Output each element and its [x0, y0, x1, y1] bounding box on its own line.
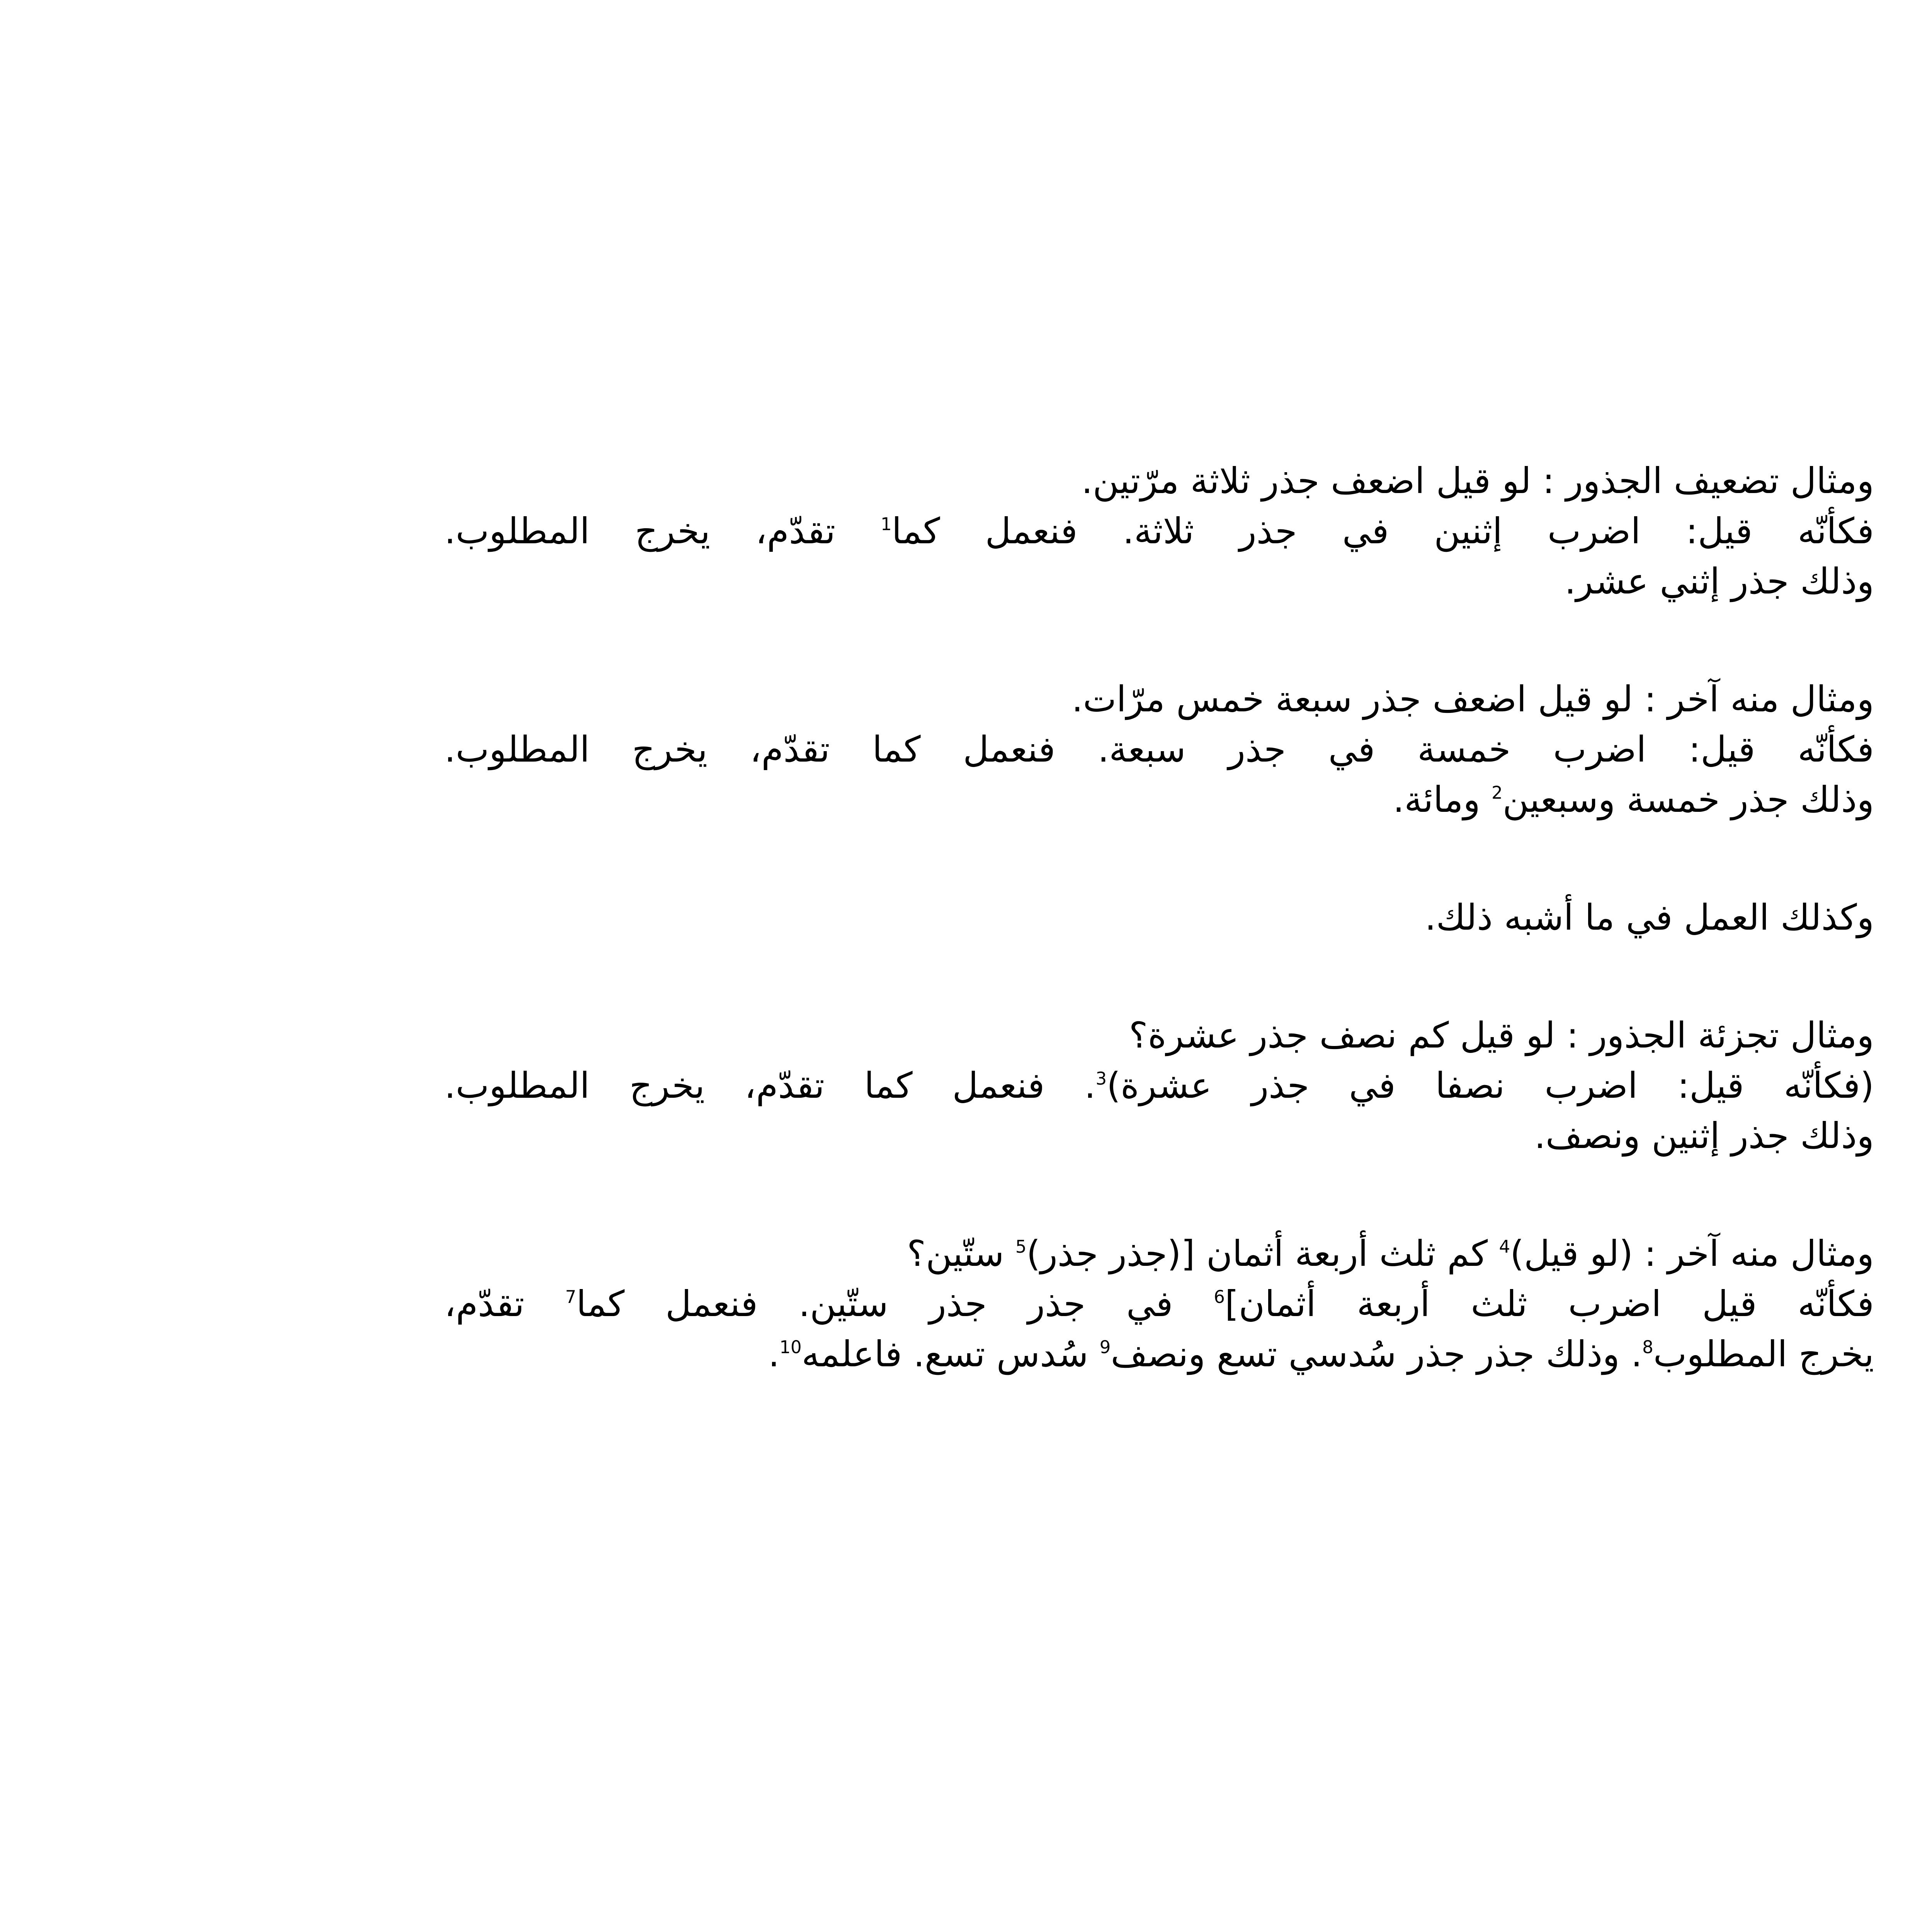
footnote-ref[interactable]: 5: [1015, 1236, 1027, 1257]
footnote-ref[interactable]: 1: [881, 514, 892, 534]
text-line: وكذلك العمل في ما أشبه ذلك.: [1425, 897, 1874, 938]
text-line: (فكأنّه قيل: اضرب نصفا في جذر عشرة)$^3$. فنعمل كما تقدّم، يخرج المطلوب.: [444, 1065, 1874, 1106]
footnote-ref[interactable]: 2: [1492, 782, 1503, 803]
text-line: ومثال تجزئة الجذور : لو قيل كم نصف جذر عشرة؟: [1129, 1015, 1874, 1056]
footnote-ref[interactable]: 8: [1642, 1337, 1653, 1357]
paragraph-3: [444, 893, 1874, 943]
footnote-ref[interactable]: 4: [1499, 1236, 1510, 1257]
paragraph-5: [444, 1229, 1874, 1379]
text-line: وذلك جذر إثنين ونصف.: [1534, 1115, 1874, 1156]
text-line: فكأنّه قيل: اضرب خمسة في جذر سبعة. فنعمل كما تقدّم، يخرج المطلوب.: [444, 729, 1874, 770]
paragraph-1: [444, 456, 1874, 607]
footnote-ref[interactable]: 9: [1099, 1337, 1111, 1357]
text-line: وذلك جذر خمسة وسبعين$^2$ ومائة.: [1393, 779, 1874, 820]
main-text: [444, 456, 1874, 1447]
paragraph-4: [444, 1010, 1874, 1161]
footnote-ref[interactable]: 6: [1214, 1287, 1225, 1307]
text-line: فكأنّه قيل اضرب ثلث أربعة أثمان]$^6$ في جذر جذر ستّين. فنعمل كما$^7$ تقدّم،: [444, 1283, 1874, 1325]
paragraph-2: [444, 674, 1874, 825]
text-line: وذلك جذر إثني عشر.: [1565, 561, 1874, 602]
text-line: ومثال تضعيف الجذور : لو قيل اضعف جذر ثلاثة مرّتين.: [1081, 460, 1874, 502]
footnote-ref[interactable]: 3: [1095, 1068, 1107, 1089]
text-line: ومثال منه آخر : (لو قيل)$^4$ كم ثلث أربعة أثمان [(جذر جذر)$^5$ ستّين؟: [907, 1233, 1874, 1274]
text-line: يخرج المطلوب$^8$. وذلك جذر جذر سُدسي تسع ونصف$^9$ سُدس تسع. فاعلمه$^{10}$.: [768, 1333, 1874, 1375]
text-line: ومثال منه آخر : لو قيل اضعف جذر سبعة خمس مرّات.: [1071, 679, 1874, 720]
text-line: فكأنّه قيل: اضرب إثنين في جذر ثلاثة. فنعمل كما$^1$ تقدّم، يخرج المطلوب.: [444, 510, 1874, 552]
footnote-ref[interactable]: 7: [565, 1287, 577, 1307]
footnote-ref[interactable]: 10: [779, 1337, 802, 1357]
